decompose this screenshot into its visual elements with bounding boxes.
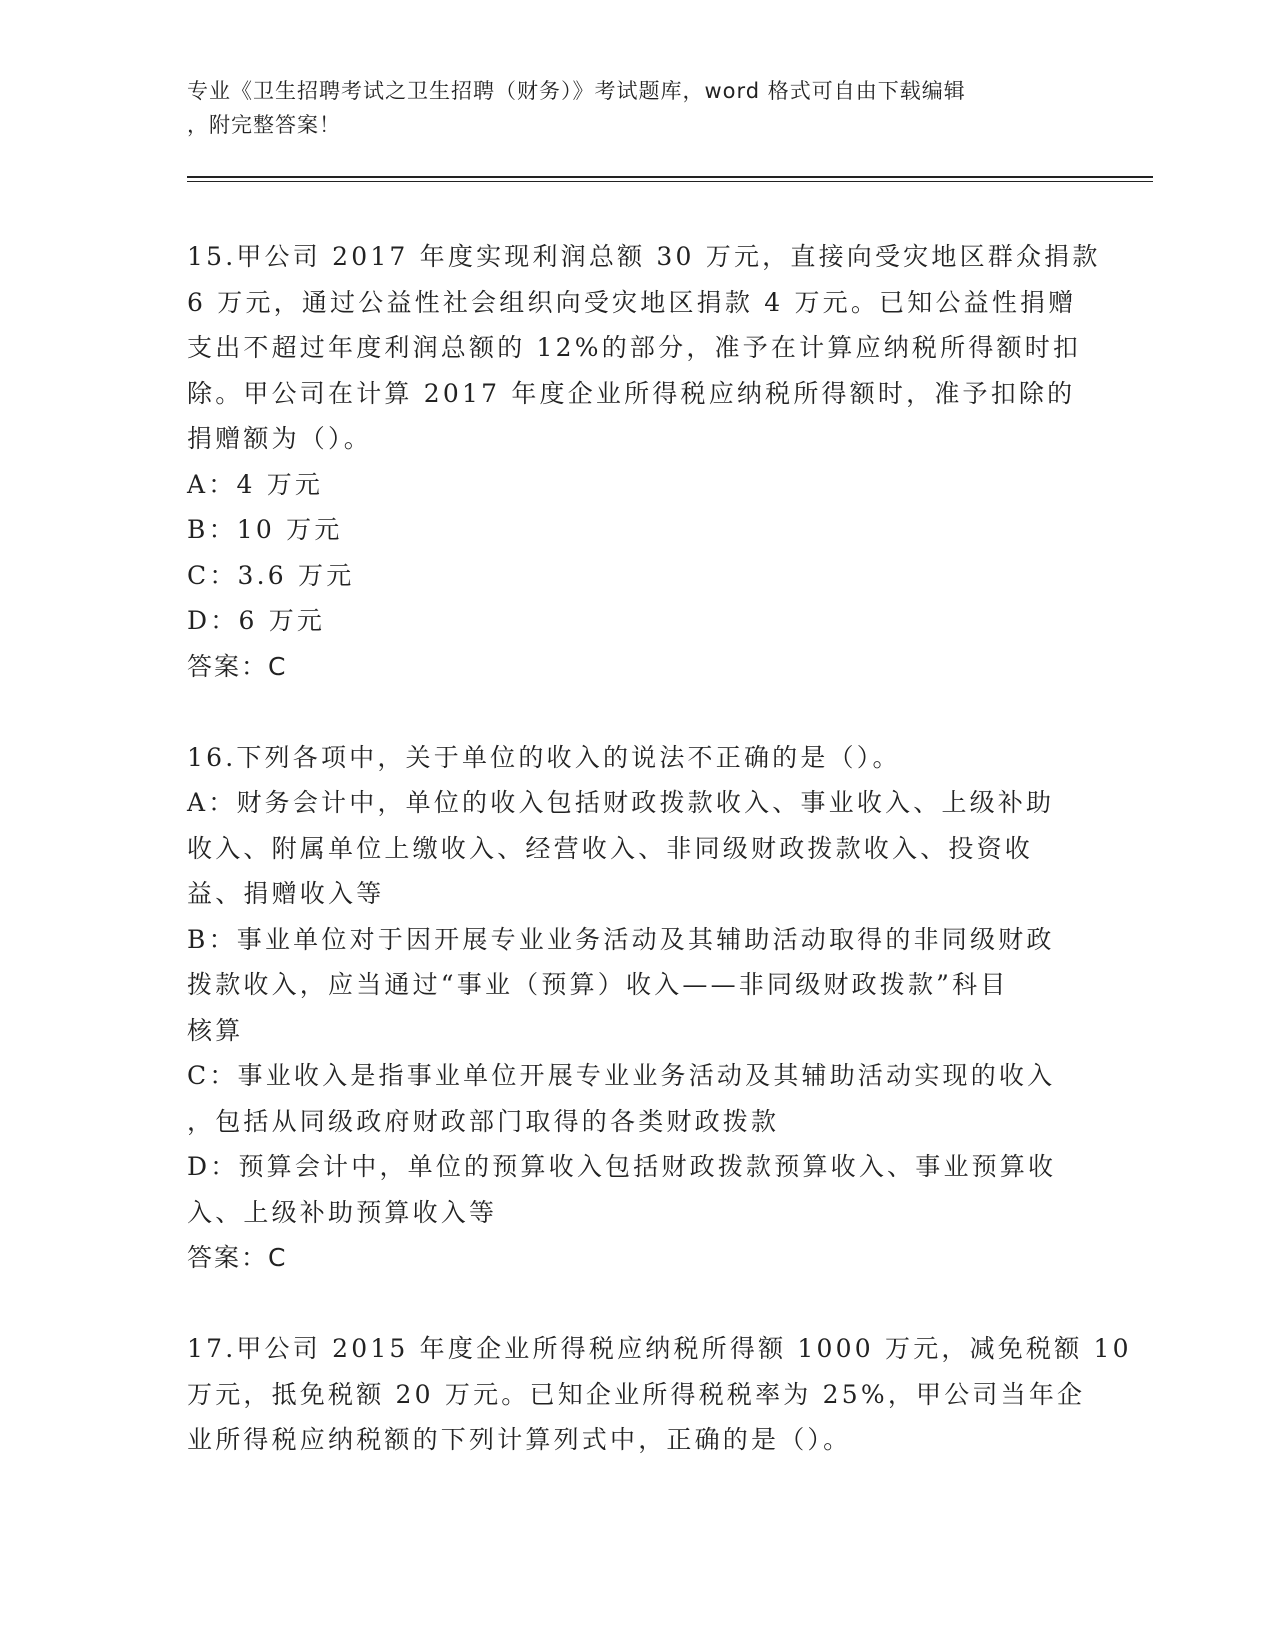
option-b: B：10 万元	[187, 515, 343, 544]
question-17	[187, 1326, 1132, 1463]
spacer	[187, 689, 1087, 735]
question-list	[187, 234, 1132, 1463]
document-header	[187, 74, 1067, 142]
spacer	[187, 1281, 1087, 1327]
question-stem-line: 捐赠额为（）。	[187, 424, 372, 453]
header-divider-thick	[187, 176, 1153, 178]
option-c-line: C：事业收入是指事业单位开展专业业务活动及其辅助活动实现的收入	[187, 1061, 1056, 1090]
option-d: D：6 万元	[187, 606, 326, 635]
question-stem-line: 除。甲公司在计算 2017 年度企业所得税应纳税所得额时，准予扣除的	[187, 378, 1076, 408]
question-stem-line: 万元，抵免税额 20 万元。已知企业所得税税率为 25%，甲公司当年企	[187, 1379, 1086, 1409]
option-a-line: A：财务会计中，单位的收入包括财政拨款收入、事业收入、上级补助	[187, 788, 1055, 817]
question-stem-line: 业所得税应纳税额的下列计算列式中，正确的是（）。	[187, 1425, 852, 1454]
header-divider-thin	[187, 181, 1153, 182]
question-stem-line: 15.甲公司 2017 年度实现利润总额 30 万元，直接向受灾地区群众捐款	[187, 242, 1101, 271]
question-stem-line: 支出不超过年度利润总额的 12%的部分，准予在计算应纳税所得额时扣	[187, 333, 1082, 362]
answer-label: 答案：C	[187, 651, 288, 681]
option-b-line: B：事业单位对于因开展专业业务活动及其辅助活动取得的非同级财政	[187, 924, 1055, 954]
option-a: A：4 万元	[187, 469, 324, 499]
option-c-line: ，包括从同级政府财政部门取得的各类财政拨款	[187, 1106, 780, 1136]
option-a-line: 益、捐赠收入等	[187, 879, 385, 908]
question-stem-line: 6 万元，通过公益性社会组织向受灾地区捐款 4 万元。已知公益性捐赠	[187, 287, 1077, 317]
option-a-line: 收入、附属单位上缴收入、经营收入、非同级财政拨款收入、投资收	[187, 833, 1034, 863]
option-c: C：3.6 万元	[187, 560, 355, 590]
header-line: 专业《卫生招聘考试之卫生招聘（财务）》考试题库，word 格式可自由下载编辑	[187, 79, 966, 103]
option-d-line: 入、上级补助预算收入等	[187, 1197, 498, 1227]
option-d-line: D：预算会计中，单位的预算收入包括财政拨款预算收入、事业预算收	[187, 1152, 1057, 1181]
option-b-line: 拨款收入，应当通过“事业（预算）收入——非同级财政拨款”科目	[187, 970, 1009, 999]
question-stem-line: 16.下列各项中，关于单位的收入的说法不正确的是（）。	[187, 742, 901, 772]
option-b-line: 核算	[187, 1015, 244, 1045]
question-stem-line: 17.甲公司 2015 年度企业所得税应纳税所得额 1000 万元，减免税额 10	[187, 1334, 1132, 1363]
answer-label: 答案：C	[187, 1243, 288, 1272]
question-15	[187, 234, 1101, 689]
header-line: ，附完整答案！	[187, 113, 341, 137]
question-16	[187, 735, 1087, 1281]
